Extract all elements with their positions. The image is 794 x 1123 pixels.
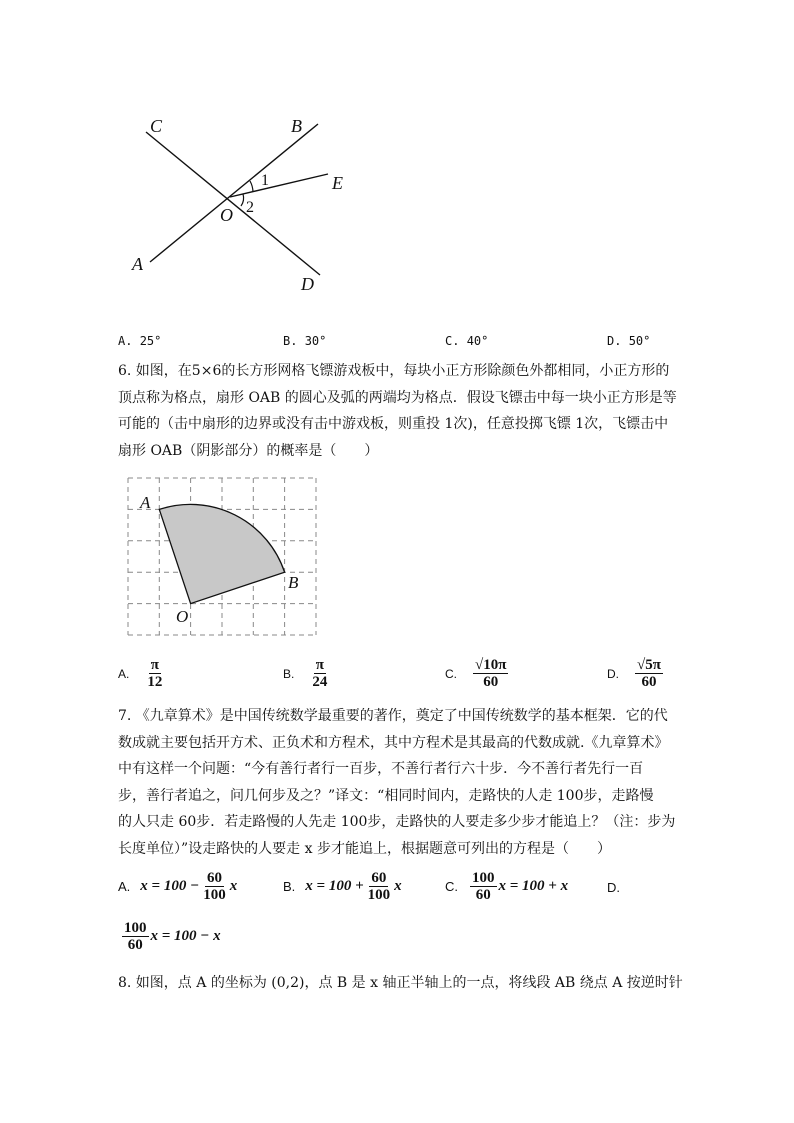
denominator: 100 — [203, 887, 226, 903]
q6-option-c — [445, 657, 510, 690]
q7-option-a — [118, 870, 237, 903]
option-label: A. — [118, 879, 131, 894]
denominator: 60 — [127, 937, 143, 953]
label-b: B — [288, 573, 299, 592]
label-b: B — [291, 116, 302, 136]
q6-option-b — [283, 657, 331, 690]
option-label: A. — [118, 334, 133, 348]
fraction — [310, 657, 329, 690]
label-e: E — [332, 173, 343, 193]
angle-figure — [120, 110, 370, 300]
label-o: O — [176, 607, 189, 626]
option-label: C. — [445, 334, 460, 348]
text-line: 6. 如图，在5×6的长方形网格飞镖游戏板中，每块小正方形除颜色外都相同，小正方形的 — [118, 363, 670, 379]
dartboard-grid-figure — [120, 470, 325, 640]
equation-left: x = 100 + — [305, 878, 364, 894]
numerator: 100 — [124, 920, 147, 936]
label-a: A — [132, 254, 143, 274]
fraction — [473, 657, 508, 690]
text-line: 可能的（击中扇形的边界或没有击中游戏板，则重投 1次)，任意投掷飞镖 1次，飞镖击中 — [118, 416, 669, 432]
text-line: 步，善行者追之，问几何步及之？”译文：“相同时间内，走路快的人走 100步，走路慢 — [118, 787, 654, 804]
angle-arc-1 — [250, 181, 253, 192]
sector-oab — [159, 504, 284, 603]
line-ab — [150, 124, 318, 262]
numerator: 60 — [371, 870, 387, 886]
q7-option-d — [120, 920, 221, 953]
q6-option-a — [118, 657, 166, 690]
option-label: D. — [607, 880, 620, 895]
denominator: 60 — [475, 887, 491, 903]
option-label: D. — [607, 666, 619, 681]
fraction — [201, 870, 228, 903]
option-label: B. — [283, 334, 298, 348]
label-c: C — [150, 116, 163, 136]
text-line: 扇形 OAB（阴影部分）的概率是（ ） — [118, 442, 379, 459]
option-label: D. — [607, 334, 622, 348]
option-label: B. — [283, 666, 295, 681]
text-line: 数成就主要包括开方术、正负术和方程术，其中方程术是其最高的代数成就.《九章算术》 — [118, 734, 669, 751]
option-label: A. — [118, 666, 130, 681]
option-label: C. — [445, 879, 458, 894]
q6-option-d — [607, 657, 665, 690]
denominator: 60 — [641, 674, 657, 690]
equation-right: x — [394, 878, 402, 894]
q7-option-c — [445, 870, 568, 903]
fraction — [635, 657, 663, 690]
q7-option-d-label — [607, 880, 630, 895]
line-cd — [146, 132, 320, 275]
angle-label-2: 2 — [246, 199, 254, 216]
numerator: √10π — [475, 657, 507, 673]
denominator: 24 — [312, 674, 328, 690]
option-value: 40° — [466, 334, 489, 348]
option-value: 25° — [139, 334, 162, 348]
numerator: 60 — [206, 870, 222, 886]
numerator: √5π — [637, 657, 661, 673]
q5-option-d — [607, 334, 650, 348]
fraction — [145, 657, 164, 690]
denominator: 100 — [367, 887, 391, 903]
option-label: B. — [283, 879, 296, 894]
text-line: 8. 如图，点 A 的坐标为 (0,2)，点 B 是 x 轴正半轴上的一点，将线段 AB 绕点 A 按逆时针 — [118, 975, 683, 991]
label-o: O — [220, 205, 233, 225]
q5-option-b — [283, 334, 326, 348]
label-a: A — [140, 493, 151, 512]
q6-text — [118, 358, 678, 464]
q8-text — [118, 970, 683, 997]
denominator: 12 — [147, 674, 163, 690]
equation-right: x = 100 + x — [498, 878, 569, 894]
numerator: 100 — [472, 870, 495, 886]
text-line: 的人只走 60步．若走路慢的人先走 100步，走路快的人要走多少步才能追上？（注：步为 — [118, 814, 676, 830]
text-line: 7. 《九章算术》是中国传统数学最重要的著作，奠定了中国传统数学的基本框架．它的代 — [118, 708, 668, 724]
angle-label-1: 1 — [261, 172, 269, 189]
q5-option-a — [118, 334, 161, 348]
text-line: 中有这样一个问题：“今有善行者行一百步，不善行者行六十步．今不善行者先行一百 — [118, 761, 644, 777]
angle-arc-2 — [241, 194, 244, 206]
q7-option-b — [283, 870, 402, 903]
equation-right: x — [229, 878, 238, 894]
fraction — [366, 870, 393, 903]
option-value: 50° — [628, 334, 651, 348]
option-label: C. — [445, 666, 457, 681]
numerator: π — [150, 657, 159, 673]
equation-left: x = 100 − — [140, 878, 200, 894]
equation-right: x = 100 − x — [150, 928, 221, 944]
label-d: D — [301, 274, 314, 294]
option-value: 30° — [304, 334, 327, 348]
numerator: π — [315, 657, 324, 673]
text-line: 顶点称为格点，扇形 OAB 的圆心及弧的两端均为格点．假设飞镖击中每一块小正方形是等 — [118, 389, 677, 406]
q5-option-c — [445, 334, 488, 348]
fraction — [470, 870, 497, 903]
fraction — [122, 920, 149, 953]
text-line: 长度单位）”设走路快的人要走 x 步才能追上，根据题意可列出的方程是（ ） — [118, 840, 611, 857]
q7-text — [118, 703, 678, 862]
ray-oe — [230, 174, 328, 197]
denominator: 60 — [483, 674, 499, 690]
